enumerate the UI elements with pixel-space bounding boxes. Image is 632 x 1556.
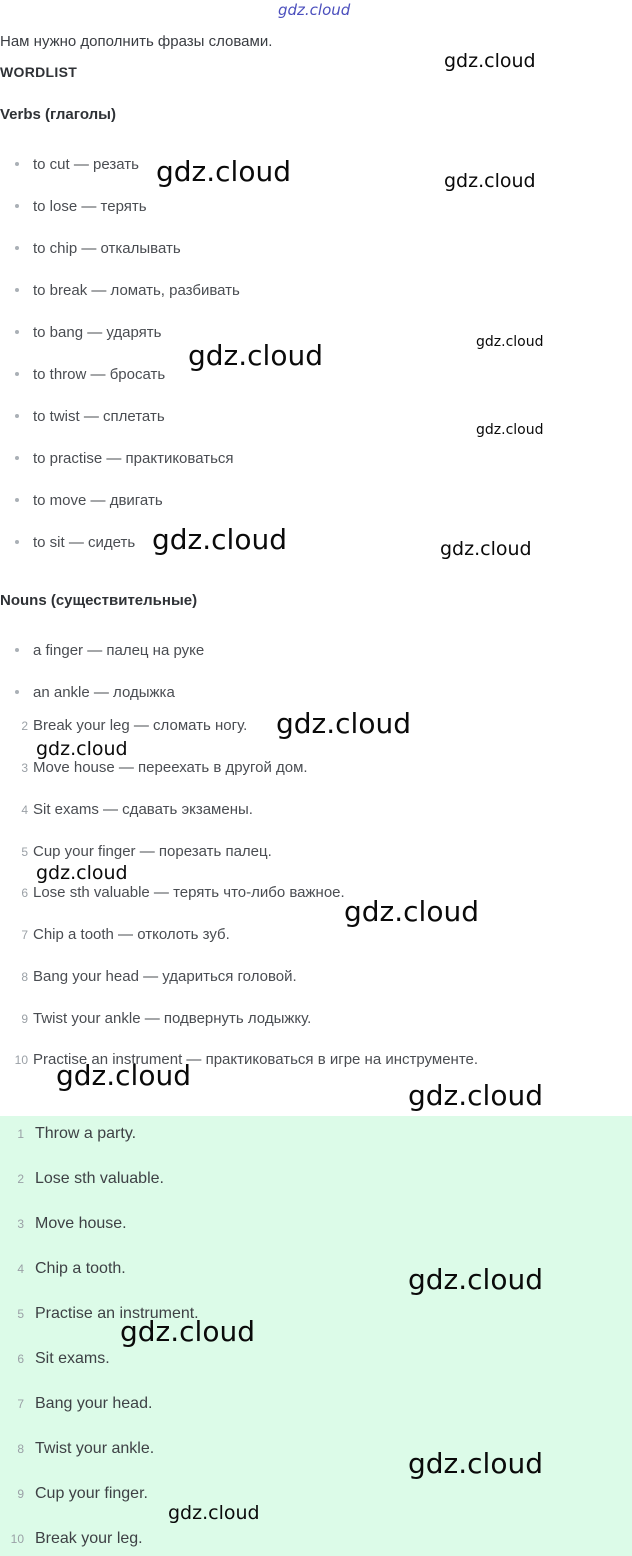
- list-item: to twist — сплетать: [15, 408, 165, 425]
- answer-item: 5 Practise an instrument.: [17, 1305, 199, 1322]
- phrase-item: 2 Break your leg — сломать ногу.: [21, 717, 248, 734]
- watermark: gdz.cloud: [36, 738, 128, 760]
- bullet-icon: [15, 648, 19, 652]
- bullet-icon: [15, 288, 19, 292]
- watermark: gdz.cloud: [152, 523, 287, 556]
- bullet-icon: [15, 162, 19, 166]
- watermark: gdz.cloud: [344, 895, 479, 928]
- wordlist-heading: WORDLIST: [0, 64, 78, 80]
- list-item: to practise — практиковаться: [15, 450, 234, 467]
- list-item: to cut — резать: [15, 156, 139, 173]
- answer-item: 6 Sit exams.: [17, 1350, 110, 1367]
- watermark: gdz.cloud: [168, 1502, 260, 1524]
- bullet-icon: [15, 246, 19, 250]
- bullet-icon: [15, 498, 19, 502]
- list-item: an ankle — лодыжка: [15, 684, 175, 701]
- list-item: to break — ломать, разбивать: [15, 282, 240, 299]
- watermark: gdz.cloud: [276, 707, 411, 740]
- phrase-item: 9 Twist your ankle — подвернуть лодыжку.: [21, 1010, 312, 1027]
- watermark: gdz.cloud: [408, 1447, 543, 1480]
- answer-item: 3 Move house.: [17, 1215, 127, 1232]
- phrase-item: 10 Practise an instrument — практиковаться в игре на инструменте.: [14, 1051, 479, 1068]
- watermark: gdz.cloud: [476, 422, 544, 438]
- watermark: gdz.cloud: [36, 862, 128, 884]
- bullet-icon: [15, 414, 19, 418]
- answer-item: 8 Twist your ankle.: [17, 1440, 155, 1457]
- phrase-item: 6 Lose sth valuable — терять что-либо важное.: [21, 884, 345, 901]
- watermark: gdz.cloud: [56, 1059, 191, 1092]
- answer-item: 1 Throw a party.: [17, 1125, 137, 1142]
- phrase-item: 5 Cup your finger — порезать палец.: [21, 843, 272, 860]
- list-item: to sit — сидеть: [15, 534, 135, 551]
- watermark: gdz.cloud: [408, 1079, 543, 1112]
- answer-item: 4 Chip a tooth.: [17, 1260, 126, 1277]
- phrase-item: 3 Move house — переехать в другой дом.: [21, 759, 308, 776]
- answer-item: 2 Lose sth valuable.: [17, 1170, 164, 1187]
- list-item: to chip — откалывать: [15, 240, 181, 257]
- phrase-item: 4 Sit exams — сдавать экзамены.: [21, 801, 253, 818]
- watermark: gdz.cloud: [120, 1315, 255, 1348]
- intro-text: Нам нужно дополнить фразы словами.: [0, 33, 273, 50]
- list-item: to lose — терять: [15, 198, 147, 215]
- watermark: gdz.cloud: [156, 155, 291, 188]
- bullet-icon: [15, 690, 19, 694]
- bullet-icon: [15, 540, 19, 544]
- bullet-icon: [15, 456, 19, 460]
- bullet-icon: [15, 204, 19, 208]
- header-watermark: gdz.cloud: [278, 1, 351, 19]
- nouns-heading: Nouns (существительные): [0, 592, 198, 609]
- watermark: gdz.cloud: [444, 170, 536, 192]
- watermark: gdz.cloud: [444, 50, 536, 72]
- verbs-heading: Verbs (глаголы): [0, 106, 116, 123]
- answer-item: 9 Cup your finger.: [17, 1485, 148, 1502]
- answer-item: 10 Break your leg.: [10, 1530, 143, 1547]
- phrase-item: 8 Bang your head — удариться головой.: [21, 968, 297, 985]
- list-item: to bang — ударять: [15, 324, 161, 341]
- bullet-icon: [15, 330, 19, 334]
- watermark: gdz.cloud: [476, 334, 544, 350]
- answer-item: 7 Bang your head.: [17, 1395, 153, 1412]
- bullet-icon: [15, 372, 19, 376]
- watermark: gdz.cloud: [408, 1263, 543, 1296]
- watermark: gdz.cloud: [188, 339, 323, 372]
- list-item: a finger — палец на руке: [15, 642, 204, 659]
- list-item: to throw — бросать: [15, 366, 165, 383]
- watermark: gdz.cloud: [440, 538, 532, 560]
- list-item: to move — двигать: [15, 492, 163, 509]
- phrase-item: 7 Chip a tooth — отколоть зуб.: [21, 926, 230, 943]
